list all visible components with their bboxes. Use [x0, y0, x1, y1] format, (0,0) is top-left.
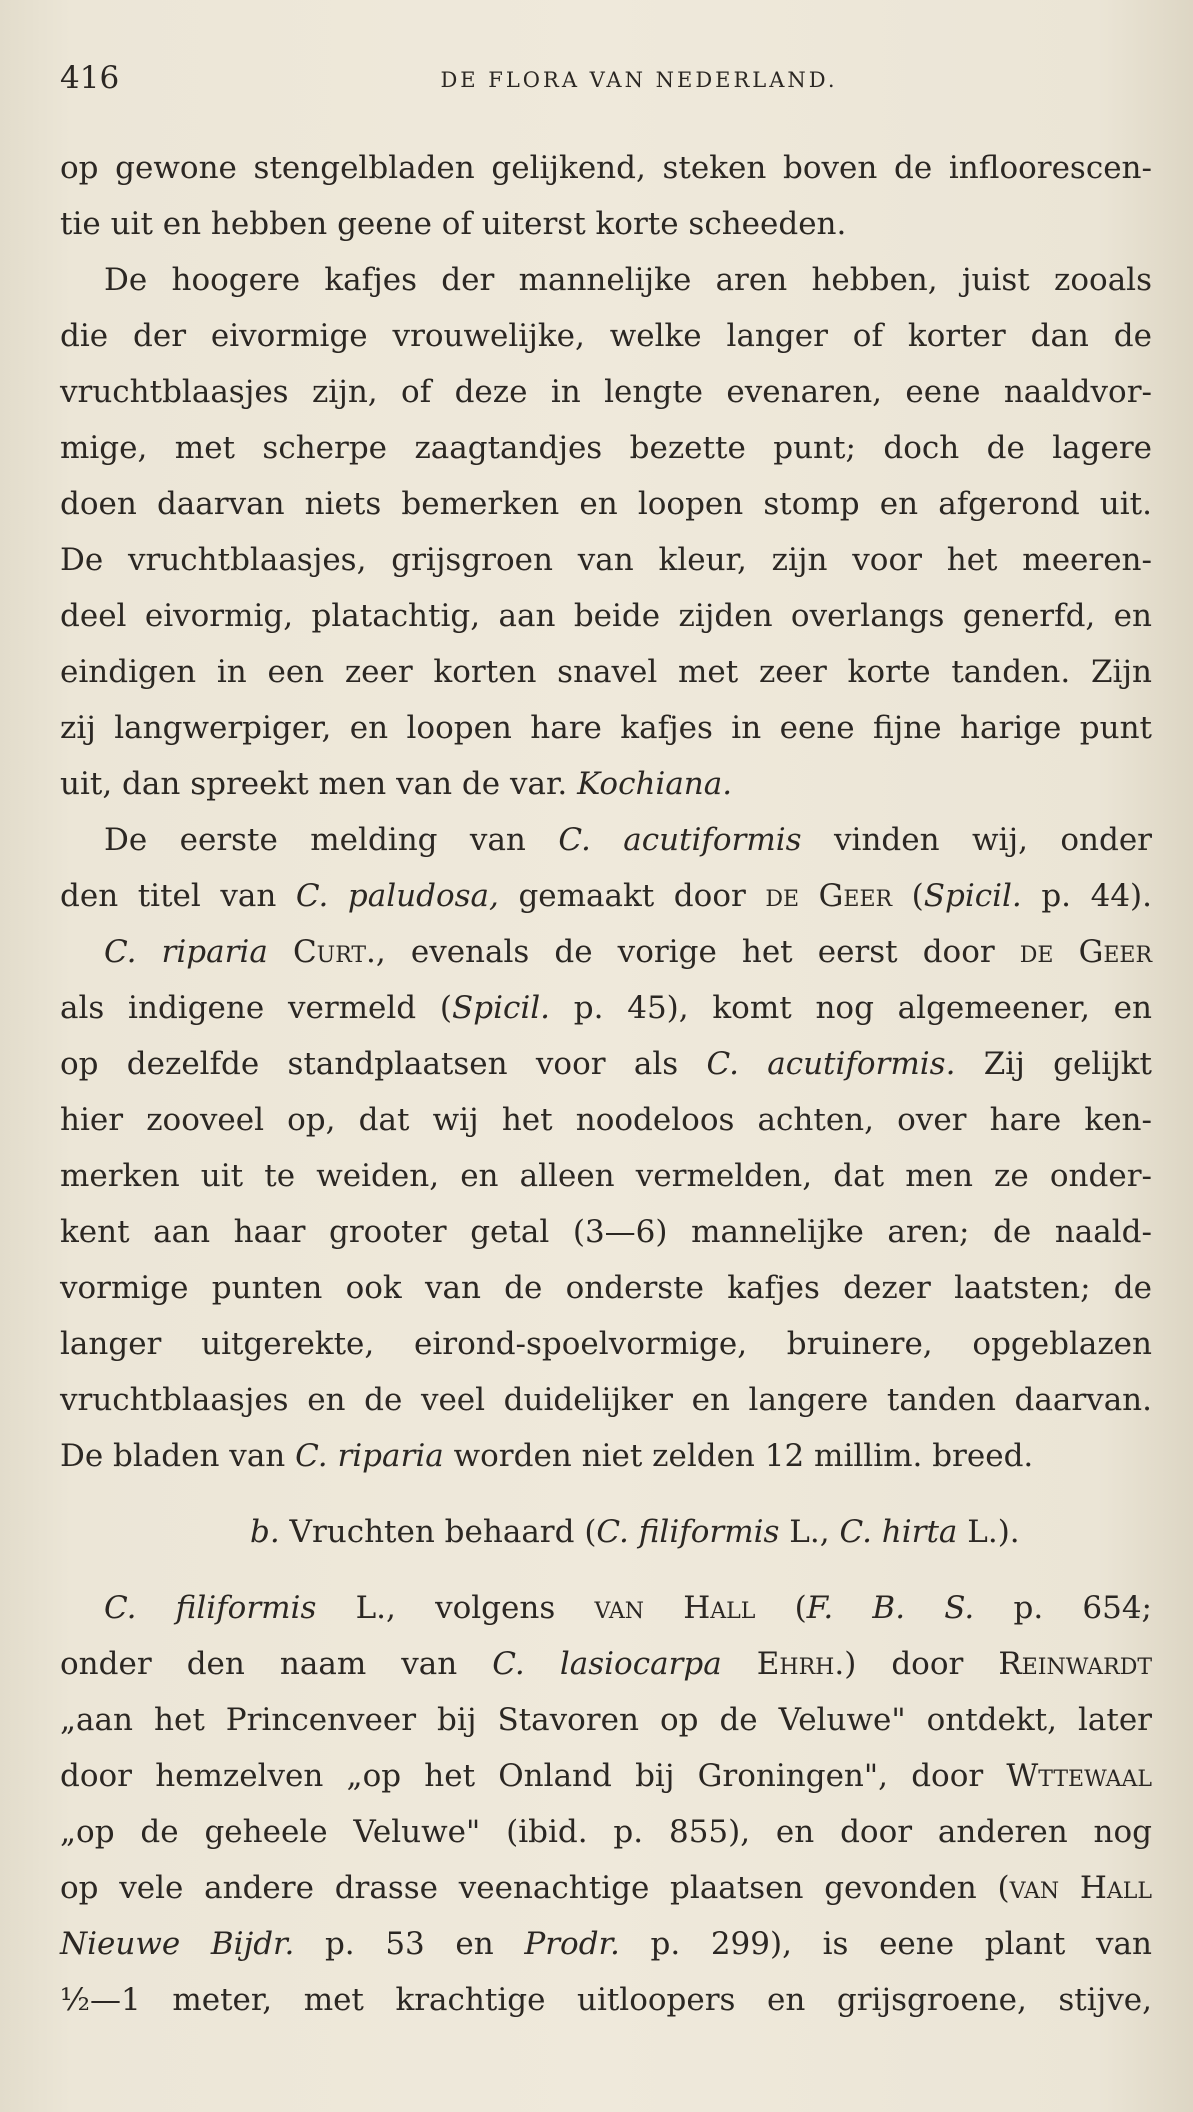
text-line: deel eivormig, platachtig, aan beide zijden overlangs generfd, en: [60, 598, 1152, 634]
text-line: vruchtblaasjes zijn, of deze in lengte evenaren, eene naaldvor-: [60, 374, 1152, 410]
section-heading: b. Vruchten behaard (C. filiformis L., C. hirta L.).: [250, 1514, 1020, 1550]
text-line: tie uit en hebben geene of uiterst korte scheeden.: [60, 206, 847, 242]
text-line: onder den naam van C. lasiocarpa Ehrh.) door Reinwardt: [60, 1646, 1153, 1682]
page-number: 416: [60, 60, 120, 96]
running-head: DE FLORA VAN NEDERLAND.: [440, 68, 838, 92]
text-line: mige, met scherpe zaagtandjes bezette punt; doch de lagere: [60, 430, 1152, 466]
text-line: die der eivormige vrouwelijke, welke langer of korter dan de: [60, 318, 1152, 354]
text-line: De eerste melding van C. acutiformis vinden wij, onder: [104, 822, 1152, 858]
text-line: op dezelfde standplaatsen voor als C. acutiformis. Zij gelijkt: [60, 1046, 1152, 1082]
text-line: C. riparia Curt., evenals de vorige het eerst door de Geer: [104, 934, 1153, 970]
text-line: den titel van C. paludosa, gemaakt door de Geer (Spicil. p. 44).: [60, 878, 1152, 914]
text-line: langer uitgerekte, eirond-spoelvormige, bruinere, opgeblazen: [60, 1326, 1152, 1362]
body-text: [60, 140, 1152, 2028]
text-line: C. filiformis L., volgens van Hall (F. B. S. p. 654;: [104, 1590, 1153, 1626]
text-line: ½—1 meter, met krachtige uitloopers en grijsgroene, stijve,: [60, 1982, 1152, 2018]
text-line: op gewone stengelbladen gelijkend, steken boven de infloorescen-: [60, 150, 1152, 186]
text-line: „aan het Princenveer bij Stavoren op de Veluwe" ontdekt, later: [60, 1702, 1152, 1738]
section-gap: [60, 1560, 1152, 1580]
text-line: op vele andere drasse veenachtige plaatsen gevonden (van Hall: [60, 1870, 1152, 1906]
text-line: De vruchtblaasjes, grijsgroen van kleur, zijn voor het meeren-: [60, 542, 1152, 578]
text-line: door hemzelven „op het Onland bij Groningen", door Wttewaal: [60, 1758, 1152, 1794]
text-line: als indigene vermeld (Spicil. p. 45), komt nog algemeener, en: [60, 990, 1152, 1026]
text-line: doen daarvan niets bemerken en loopen stomp en afgerond uit.: [60, 486, 1152, 522]
text-line: De hoogere kafjes der mannelijke aren hebben, juist zooals: [104, 262, 1152, 298]
text-line: kent aan haar grooter getal (3—6) mannelijke aren; de naald-: [60, 1214, 1152, 1250]
text-line: De bladen van C. riparia worden niet zelden 12 millim. breed.: [60, 1438, 1034, 1474]
text-line: „op de geheele Veluwe" (ibid. p. 855), en door anderen nog: [60, 1814, 1152, 1850]
text-line: uit, dan spreekt men van de var. Kochiana.: [60, 766, 733, 802]
text-line: vormige punten ook van de onderste kafjes dezer laatsten; de: [60, 1270, 1152, 1306]
section-gap: [60, 1484, 1152, 1504]
text-line: eindigen in een zeer korten snavel met zeer korte tanden. Zijn: [60, 654, 1152, 690]
text-line: merken uit te weiden, en alleen vermelden, dat men ze onder-: [60, 1158, 1152, 1194]
page-header: [60, 60, 1158, 100]
text-line: Nieuwe Bijdr. p. 53 en Prodr. p. 299), is eene plant van: [60, 1926, 1152, 1962]
text-line: vruchtblaasjes en de veel duidelijker en langere tanden daarvan.: [60, 1382, 1152, 1418]
text-line: hier zooveel op, dat wij het noodeloos achten, over hare ken-: [60, 1102, 1152, 1138]
text-line: zij langwerpiger, en loopen hare kafjes in eene fijne harige punt: [60, 710, 1152, 746]
